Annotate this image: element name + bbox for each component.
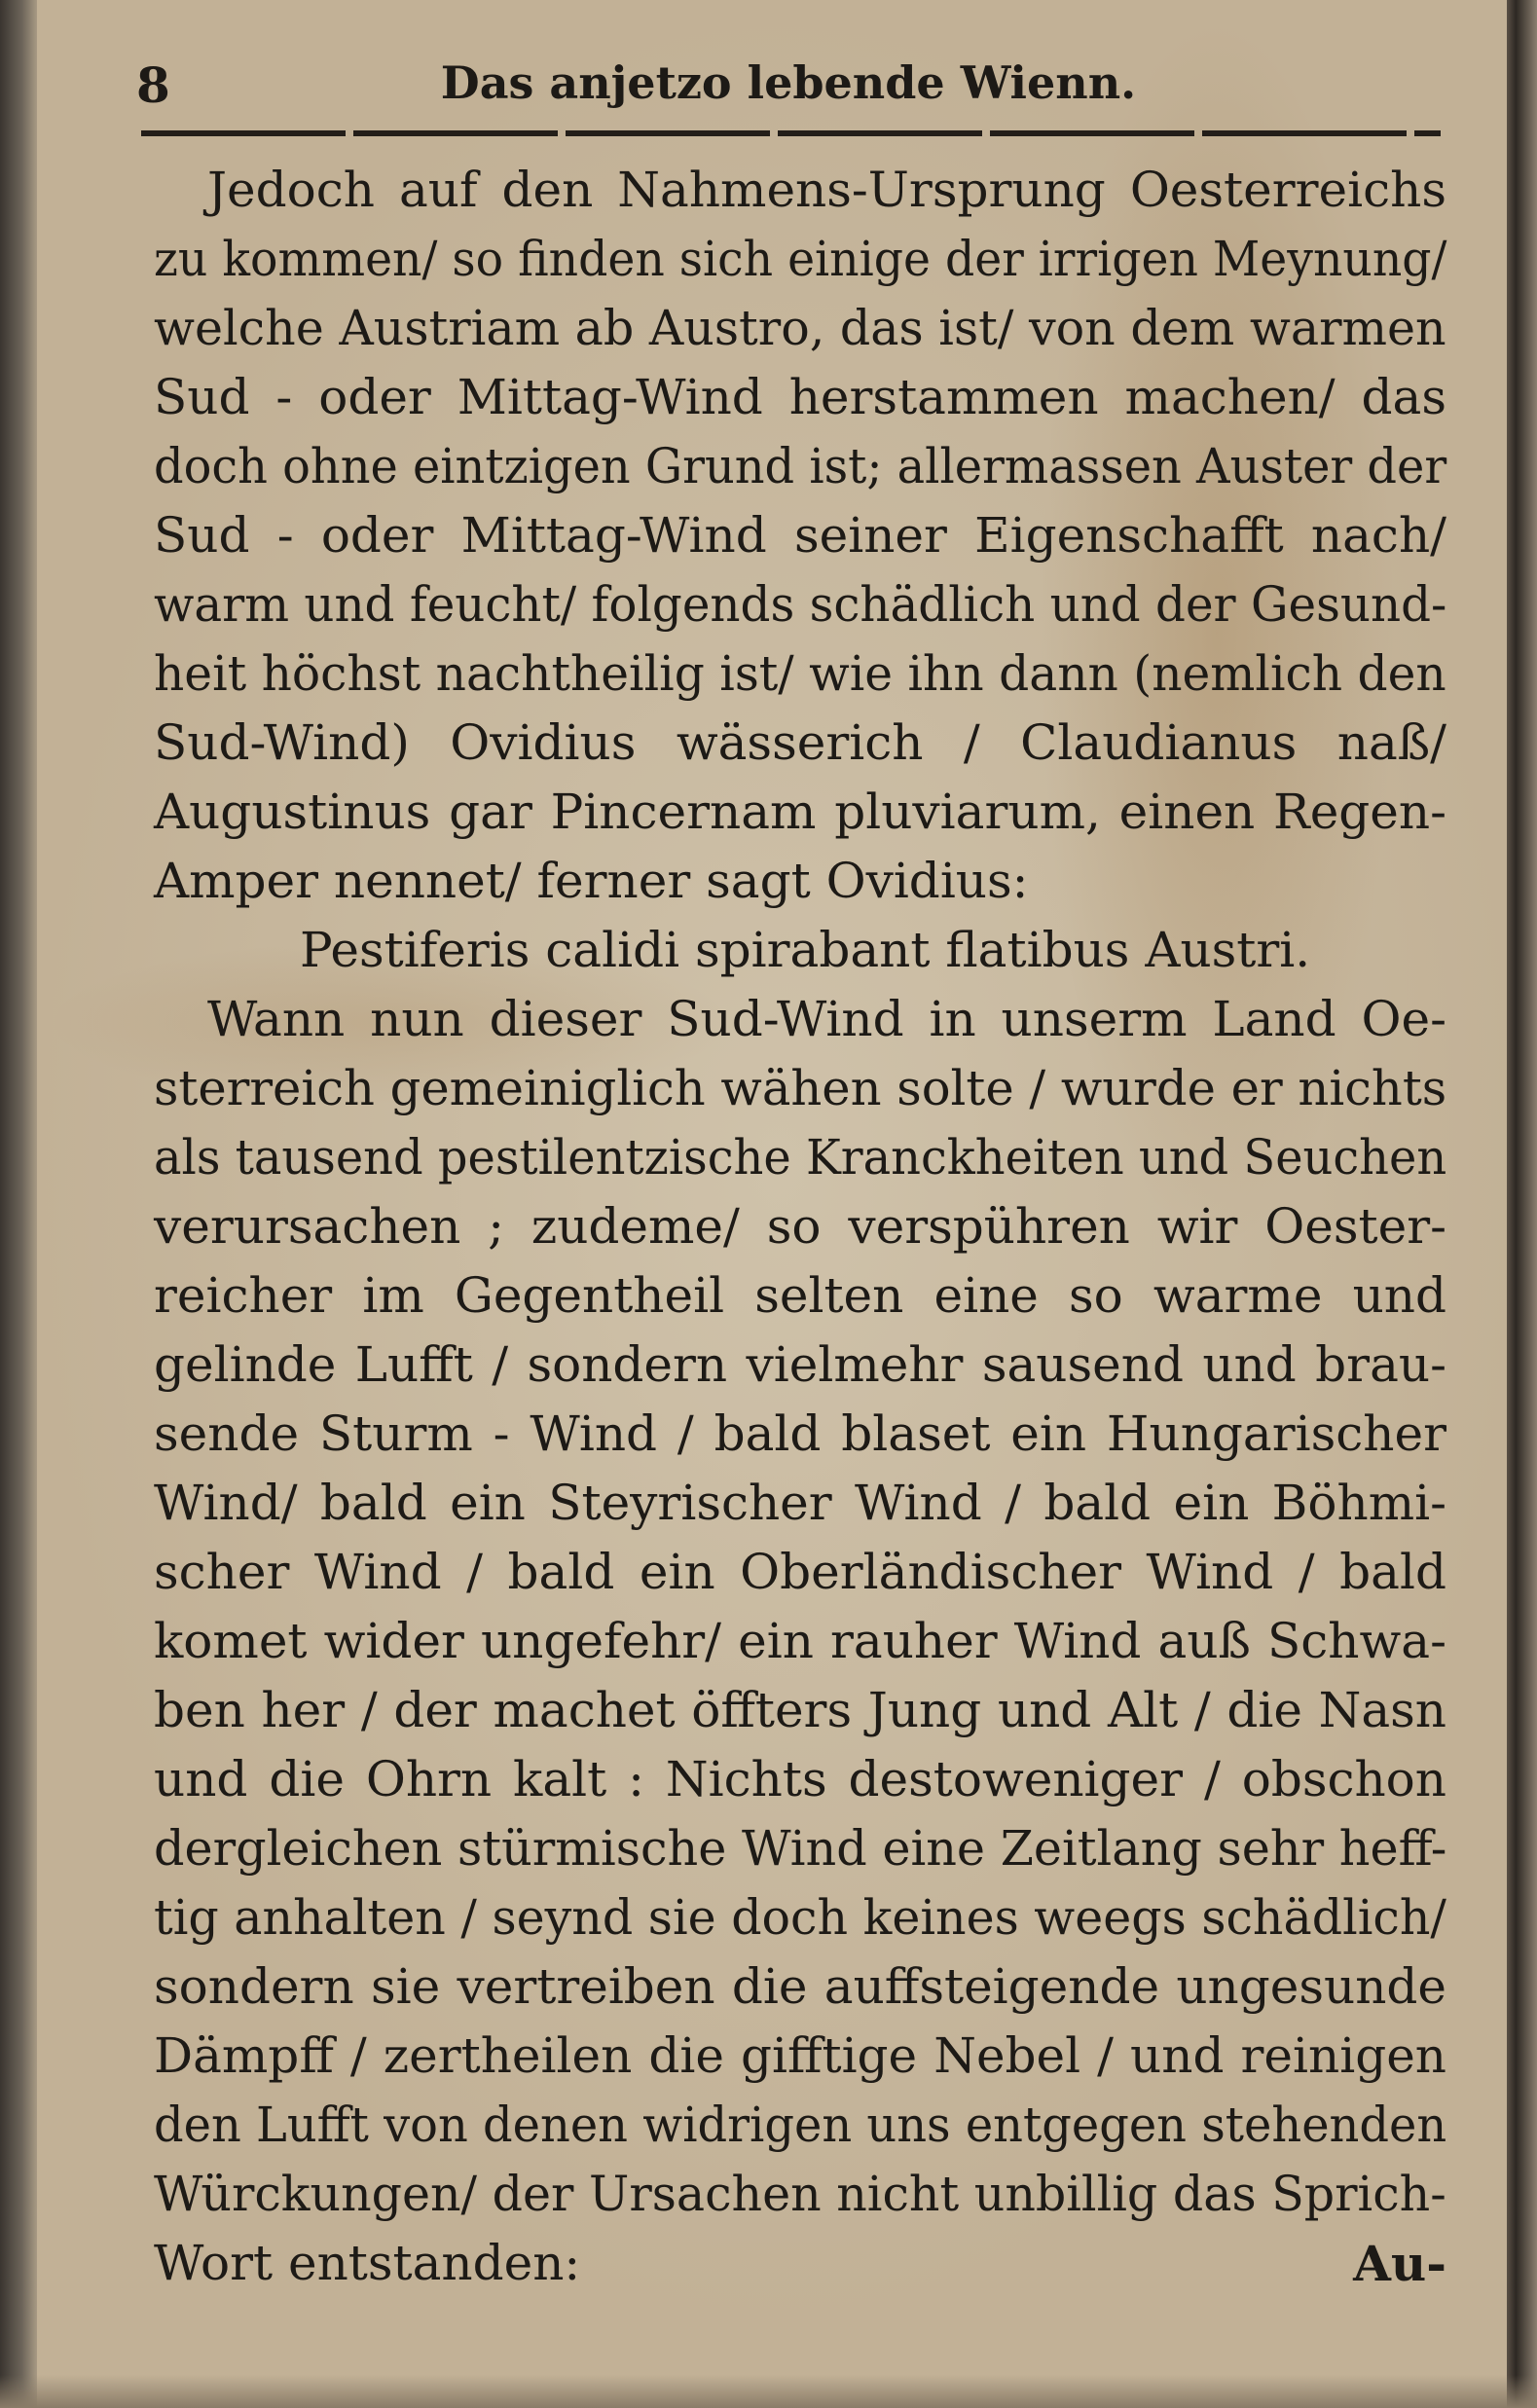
- text-line: Würckungen/ der Ursachen nicht unbillig das Sprich-: [154, 2166, 1446, 2222]
- text-line: sterreich gemeiniglich wähen solte / wurde er nichts: [154, 1060, 1447, 1116]
- text-line: tig anhalten / seynd sie doch keines weegs schädlich/: [154, 1889, 1446, 1946]
- text-line: sende Sturm - Wind / bald blaset ein Hungarischer: [154, 1405, 1446, 1462]
- text-line: Amper nennet/ ferner sagt Ovidius:: [154, 853, 1029, 909]
- text-line: Dämpff / zertheilen die gifftige Nebel / und reinigen: [154, 2027, 1446, 2084]
- text-line: welche Austriam ab Austro, das ist/ von dem warmen: [154, 300, 1446, 356]
- text-line: und die Ohrn kalt : Nichts destoweniger / obschon: [154, 1751, 1446, 1807]
- text-line: Wind/ bald ein Steyrischer Wind / bald ein Böhmi-: [154, 1475, 1446, 1531]
- text-line: Sud - oder Mittag-Wind seiner Eigenschafft nach/: [154, 507, 1446, 564]
- text-line: heit höchst nachtheilig ist/ wie ihn dann (nemlich den: [154, 645, 1446, 702]
- text-line: [154, 2229, 1446, 2298]
- page-header: [136, 56, 1441, 119]
- text-line: gelinde Lufft / sondern vielmehr sausend und brau-: [154, 1336, 1446, 1393]
- text-line: doch ohne eintzigen Grund ist; allermassen Auster der: [154, 438, 1447, 494]
- page-number: 8: [136, 56, 170, 114]
- text-line: verursachen ; zudeme/ so verspühren wir Oester-: [154, 1198, 1446, 1255]
- text-line: dergleichen stürmische Wind eine Zeitlang sehr heff-: [154, 1820, 1447, 1877]
- book-spine-edge: [0, 0, 37, 2408]
- text-line-content: Wort entstanden:: [154, 2235, 581, 2291]
- text-line: komet wider ungefehr/ ein rauher Wind auß Schwa-: [154, 1613, 1446, 1669]
- body-text: [154, 156, 1446, 2298]
- page-edge-right: [1507, 0, 1537, 2408]
- text-line: Sud-Wind) Ovidius wässerich / Claudianus naß/: [154, 714, 1446, 771]
- text-line: reicher im Gegentheil selten eine so warme und: [154, 1267, 1446, 1324]
- text-line: Augustinus gar Pincernam pluviarum, einen Regen-: [154, 784, 1446, 840]
- text-line: warm und feucht/ folgends schädlich und der Gesund-: [154, 576, 1447, 633]
- page-edge-bottom: [0, 2375, 1537, 2408]
- text-line: ben her / der machet öffters Jung und Alt / die Nasn: [154, 1682, 1446, 1738]
- text-line: Wann nun dieser Sud-Wind in unserm Land Oe-: [207, 991, 1446, 1047]
- header-rule: [141, 130, 1441, 136]
- catchword: Au-: [1353, 2235, 1446, 2292]
- text-line: den Lufft von denen widrigen uns entgegen stehenden: [154, 2097, 1447, 2153]
- text-line: Sud - oder Mittag-Wind herstammen machen/ das: [154, 369, 1446, 425]
- latin-quotation-line: Pestiferis calidi spirabant flatibus Austri.: [300, 922, 1311, 978]
- text-line: sondern sie vertreiben die auffsteigende ungesunde: [154, 1958, 1446, 2015]
- text-line: Jedoch auf den Nahmens-Ursprung Oesterreichs: [207, 162, 1446, 218]
- text-line: zu kommen/ so finden sich einige der irrigen Meynung/: [154, 231, 1447, 287]
- text-line: als tausend pestilentzische Kranckheiten und Seuchen: [154, 1129, 1447, 1186]
- running-title: Das anjetzo lebende Wienn.: [440, 56, 1137, 109]
- text-line: scher Wind / bald ein Oberländischer Wind / bald: [154, 1544, 1446, 1600]
